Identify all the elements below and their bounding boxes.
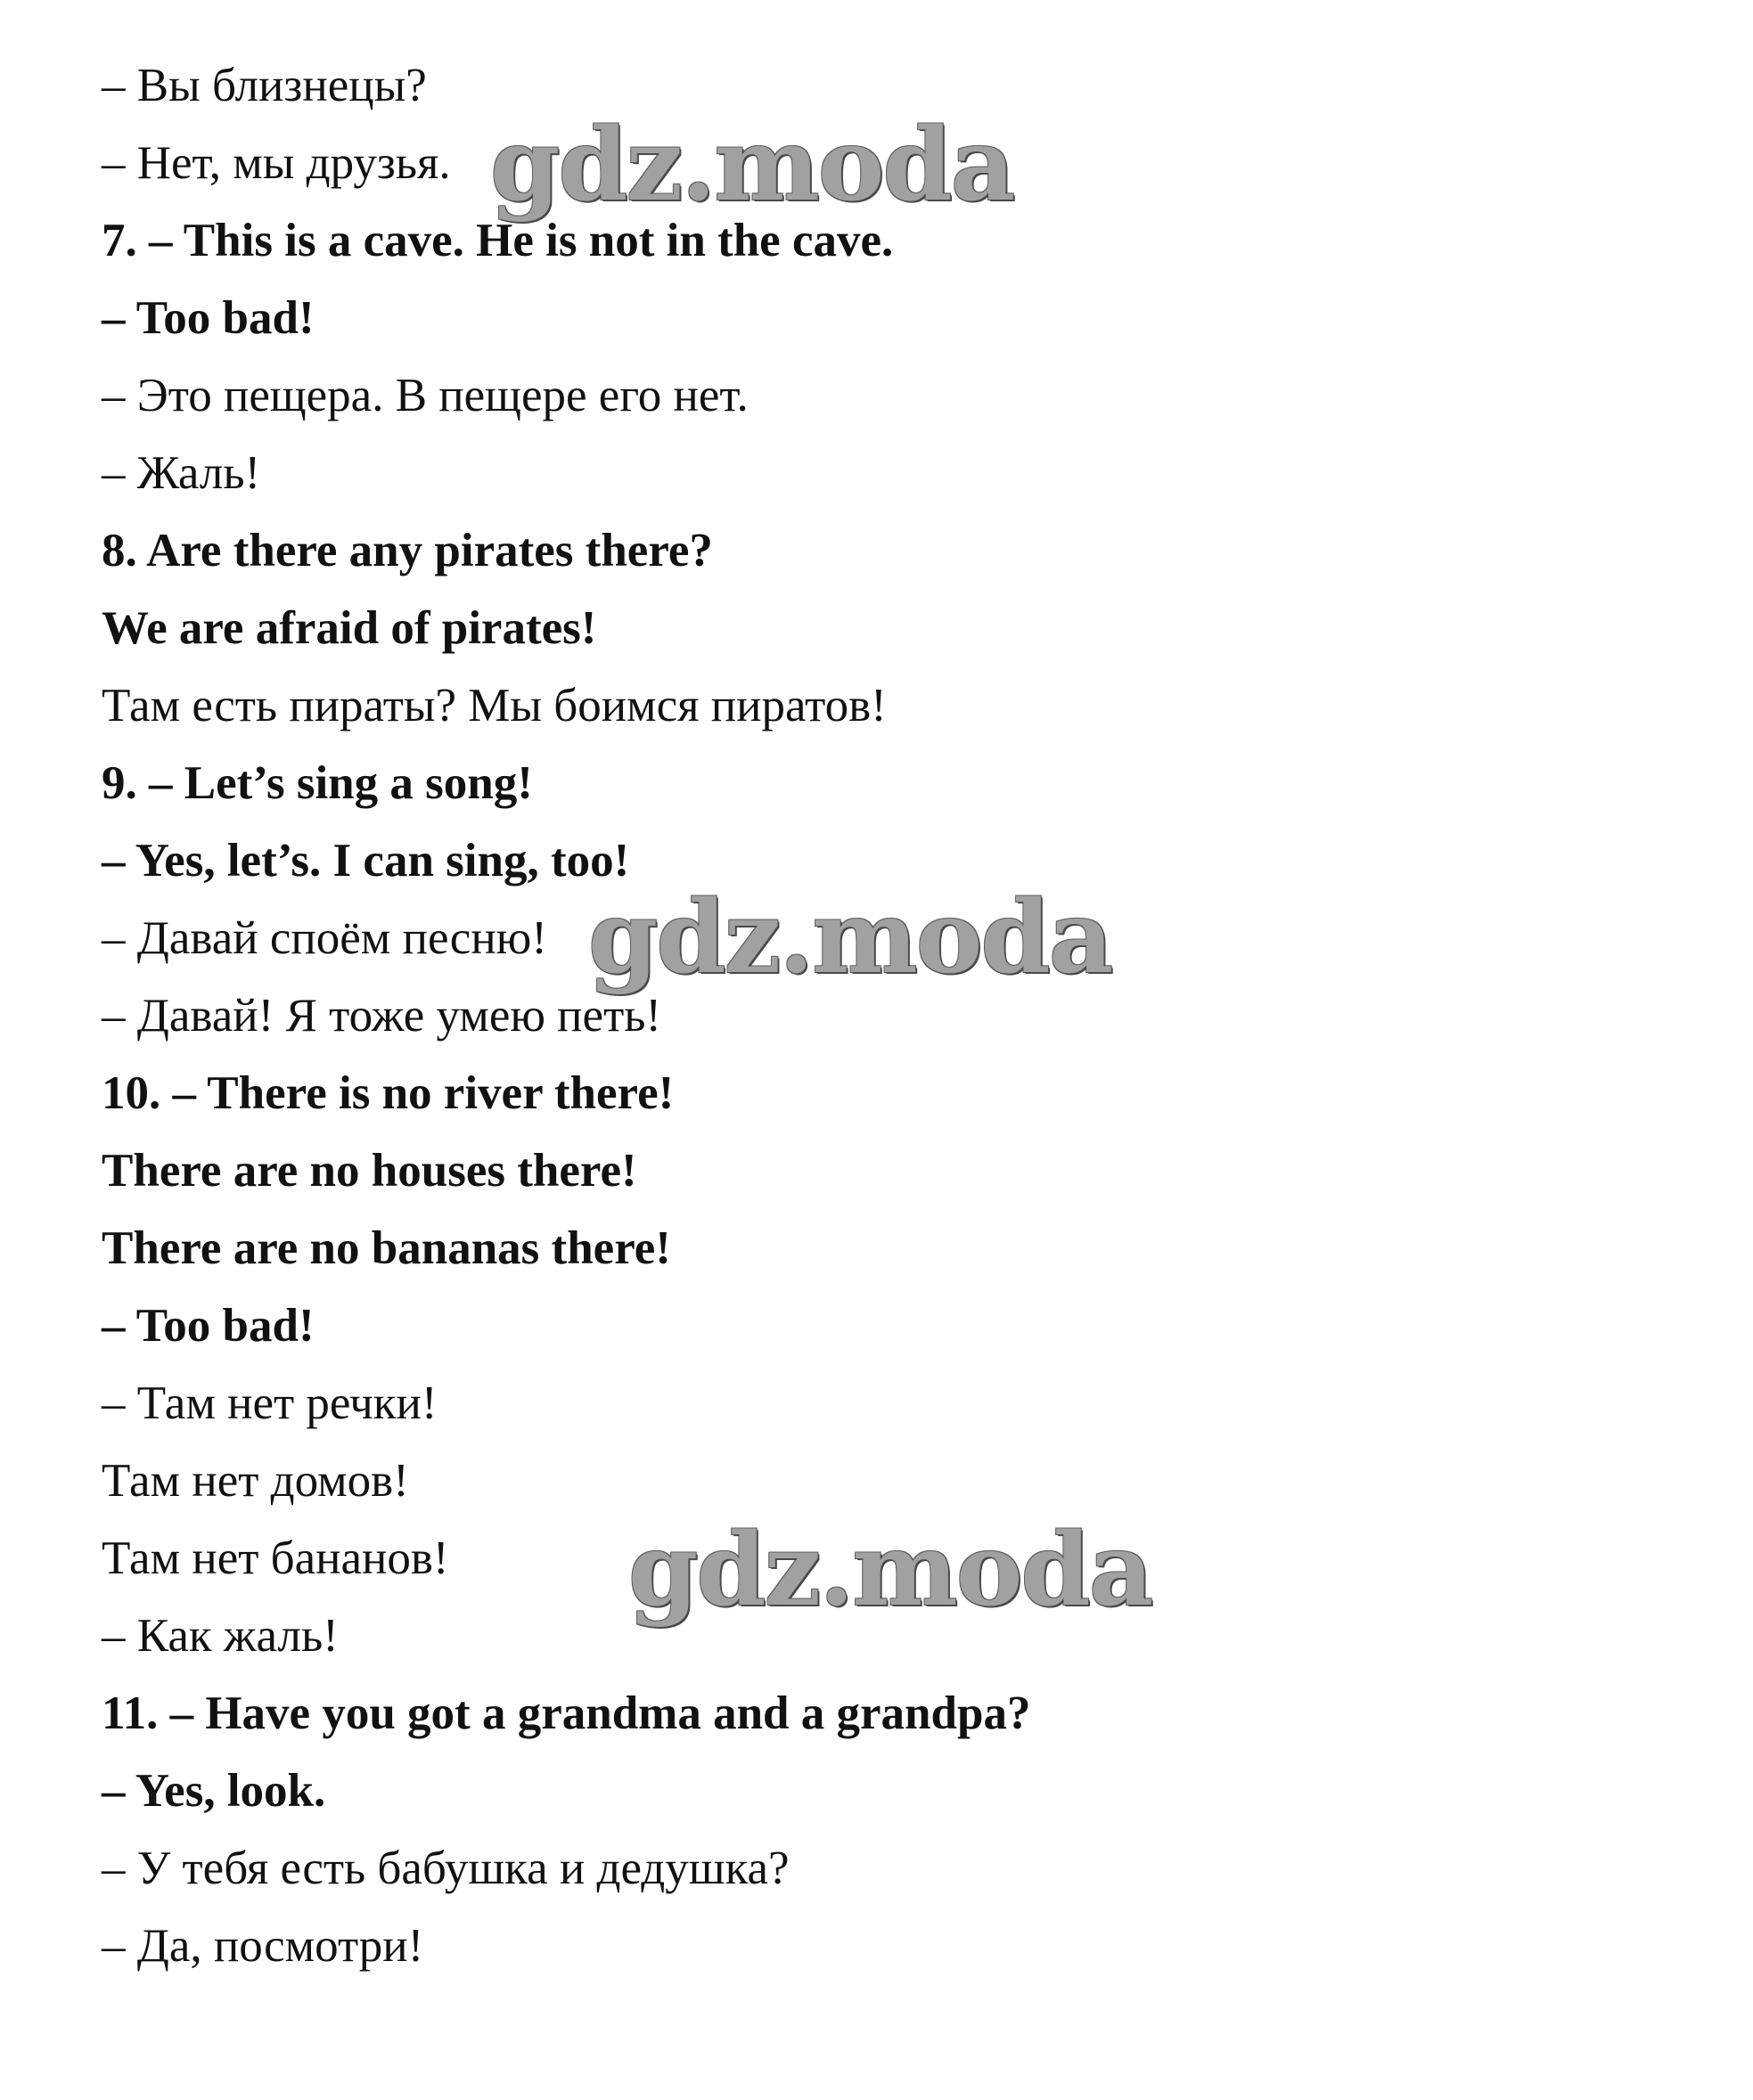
text-line: Там нет домов! bbox=[102, 1455, 409, 1507]
text-line: – Да, посмотри! bbox=[102, 1920, 424, 1972]
text-line: 7. – This is a cave. He is not in the cave. bbox=[102, 215, 894, 266]
text-line: – Как жаль! bbox=[102, 1610, 339, 1662]
text-line: – Давай споём песню! bbox=[102, 912, 547, 964]
text-line: – У тебя есть бабушка и дедушка? bbox=[102, 1843, 790, 1894]
text-line: – Жаль! bbox=[102, 447, 261, 499]
text-line: 8. Are there any pirates there? bbox=[102, 525, 713, 576]
text-line: – Там нет речки! bbox=[102, 1377, 438, 1429]
text-line: – Давай! Я тоже умею петь! bbox=[102, 990, 662, 1042]
text-line: – Нет, мы друзья. bbox=[102, 137, 451, 189]
text-line: – Too bad! bbox=[102, 292, 315, 344]
text-line: We are afraid of pirates! bbox=[102, 602, 597, 654]
text-line: 11. – Have you got a grandma and a grandpa? bbox=[102, 1687, 1031, 1739]
watermark: gdz.moda bbox=[628, 1512, 1152, 1629]
text-line: – Too bad! bbox=[102, 1300, 315, 1352]
text-line: Там нет бананов! bbox=[102, 1532, 449, 1584]
watermark: gdz.moda bbox=[490, 107, 1014, 224]
text-line: 10. – There is no river there! bbox=[102, 1067, 675, 1119]
text-line: – Это пещера. В пещере его нет. bbox=[102, 370, 749, 421]
text-line: There are no houses there! bbox=[102, 1145, 637, 1197]
text-line: – Вы близнецы? bbox=[102, 60, 427, 111]
text-line: 9. – Let’s sing a song! bbox=[102, 757, 533, 809]
watermark: gdz.moda bbox=[588, 879, 1112, 996]
text-line: – Yes, let’s. I can sing, too! bbox=[102, 835, 630, 887]
text-line: There are no bananas there! bbox=[102, 1222, 671, 1274]
text-line: – Yes, look. bbox=[102, 1765, 326, 1817]
text-line: Там есть пираты? Мы боимся пиратов! bbox=[102, 680, 887, 731]
